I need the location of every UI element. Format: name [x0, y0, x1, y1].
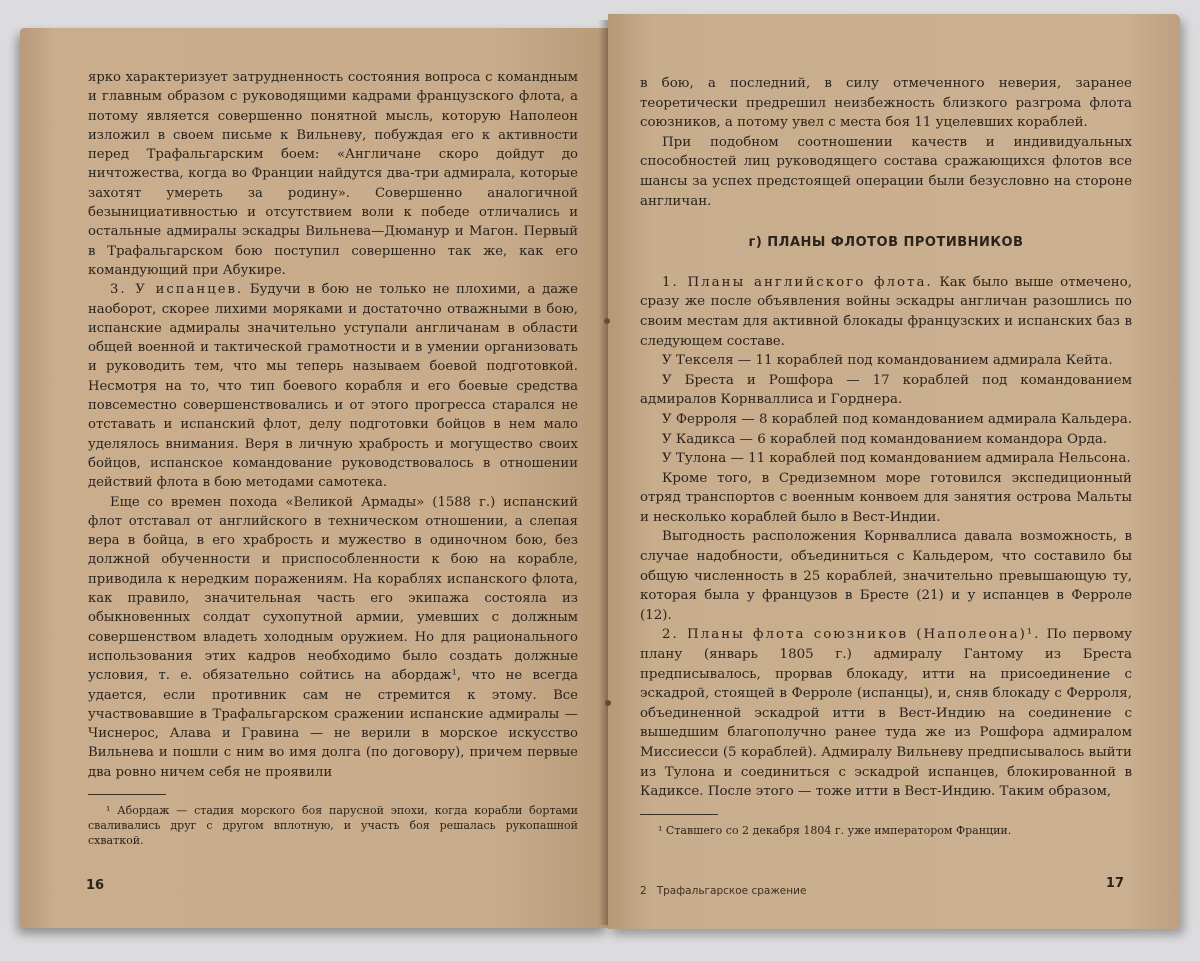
staple-hole	[605, 700, 611, 706]
page-number: 17	[1105, 876, 1124, 891]
footnote-mark: ¹	[106, 803, 111, 817]
signature-line	[640, 885, 806, 897]
right-text-column	[640, 74, 1132, 838]
paragraph: Еще со времен похода «Великой Армады» (1588 г.) испанский флот отставал от английского в техническом отношении, а слепая вера в бойца, в его храбрость и мужество в одиночном бою, без должной обученности и приспособленности к бою на корабле, приводила к нередким поражениям. На кораблях испанского флота, как правило, значительная часть его экипажа состояла из обыкновенных солдат сухопутной армии, умевших с должным совершенством владеть холодным оружием. Но для рационального использования этих кадров необходимо было создать должные условия, т. е. обязательно сойтись на абордаж¹, что не всегда удается, если противник сам не стремится к этому. Все участвовавшие в Трафальгарском сражении испанские адмиралы — Чиснерос, Алава и Гравина — не верили в морское искусство Вильнева и пошли с ним во имя долга (по договору), причем первые два ровно ничем себя не проявили	[88, 494, 578, 780]
paragraph: У Ферроля — 8 кораблей под командованием адмирала Кальдера.	[662, 411, 1132, 427]
page-number: 16	[86, 878, 105, 893]
paragraph	[640, 625, 1132, 801]
paragraph: Кроме того, в Средиземном море готовился экспедиционный отряд транспортов с военным конвоем для занятия острова Мальты и несколько кораблей было в Вест-Индии.	[640, 470, 1132, 525]
paragraph-lead: 2. Планы флота союзников (Наполеона)¹.	[662, 627, 1041, 643]
paragraph: У Текселя — 11 кораблей под командованием адмирала Кейта.	[662, 353, 1113, 369]
paragraph: Выгодность расположения Корнваллиса давала возможность, в случае надобности, объединиться с Кальдером, что составило бы общую численность в 25 кораблей, значительно превышающую ту, которая была у французов в Бресте (21) и у испанцев в Ферроле (12).	[640, 529, 1132, 623]
footnote	[88, 803, 578, 848]
paragraph: У Кадикса — 6 кораблей под командованием командора Орда.	[662, 431, 1108, 447]
left-page	[20, 28, 608, 928]
right-page	[608, 14, 1180, 929]
signature-text: Трафальгарское сражение	[656, 885, 807, 897]
paragraph-body: Будучи в бою не только не плохими, а даже наоборот, скорее лихими моряками и достаточно отважными в бою, испанские адмиралы значительно уступали англичанам в области общей военной и тактической грамотности и в умении организовать и руководить тем, что мы теперь называем боевой подготовкой. Несмотря на то, что тип боевого корабля и его боевые средства повсеместно совершенствовались и от этого прогресса старался не отставать и испанский флот, делу подготовки бойцов в нем мало уделялось внимания. Веря в личную храбрость и могущество своих бойцов, испанское командование руководствовалось в отношении действий флота в бою методами самотека.	[88, 282, 578, 491]
footnote-term: Абордаж	[117, 803, 170, 817]
paragraph	[88, 280, 578, 492]
left-text-column	[88, 68, 578, 848]
signature-number: 2	[640, 885, 647, 897]
footnote-rule	[640, 814, 718, 815]
footnote-rule	[88, 794, 166, 795]
paragraph: У Бреста и Рошфора — 17 кораблей под командованием адмиралов Корнваллиса и Горднера.	[640, 372, 1132, 408]
staple-hole	[604, 318, 610, 324]
paragraph: При подобном соотношении качеств и индивидуальных способностей лиц руководящего состава сражающихся флотов все шансы за успех предстоящей операции были безусловно на стороне англичан.	[640, 134, 1132, 209]
paragraph	[640, 273, 1132, 351]
paragraph-body: По первому плану (январь 1805 г.) адмиралу Гантому из Бреста предписывалось, прорвав блокаду, итти на присоединение с эскадрой, стоящей в Ферроле (испанцы), и, сняв блокаду с Ферроля, объединенной эскадрой итти в Вест-Индию на соединение с вышедшим благополучно ранее туда же из Рошфора адмиралом Миссиесси (5 кораблей). Адмиралу Вильневу предписывалось выйти из Тулона и соединиться с эскадрой испанцев, блокированной в Кадиксе. После этого — тоже итти в Вест-Индию. Таким образом,	[640, 627, 1132, 800]
footnote: ¹ Ставшего со 2 декабря 1804 г. уже императором Франции.	[658, 823, 1012, 837]
footnote-text: — стадия морского боя парусной эпохи, когда корабли бортами сваливались друг с другом вплотную, и участь боя решалась рукопашной схваткой.	[88, 803, 578, 847]
paragraph: в бою, а последний, в силу отмеченного неверия, заранее теоретически предрешил неизбежность близкого разгрома флота союзников, а потому увел с места боя 11 уцелевших кораблей.	[640, 76, 1132, 131]
paragraph: ярко характеризует затрудненность состояния вопроса с командным и главным образом с руководящими кадрами французского флота, а потому является совершенно понятной мысль, которую Наполеон изложил в своем письме к Вильневу, побуждая его к активности перед Трафальгарским боем: «Англичане скоро дойдут до ничтожества, когда во Франции найдутся два-три адмирала, которые захотят умереть за родину». Совершенно аналогичной безынициативностью и отсутствием воли к победе отличались и остальные адмиралы эскадры Вильнева—Дюманур и Магон. Первый в Трафальгарском бою поступил совершенно так же, как его командующий при Абукире.	[88, 70, 578, 278]
paragraph-lead: 3. У испанцев.	[110, 282, 244, 298]
paragraph-body: Как было выше отмечено, сразу же после объявления войны эскадры англичан разошлись по своим местам для активной блокады французских и испанских баз в следующем составе.	[640, 274, 1132, 349]
paragraph-lead: 1. Планы английского флота.	[662, 274, 933, 290]
paragraph: У Тулона — 11 кораблей под командованием адмирала Нельсона.	[662, 451, 1131, 467]
section-heading: г) ПЛАНЫ ФЛОТОВ ПРОТИВНИКОВ	[748, 235, 1024, 251]
